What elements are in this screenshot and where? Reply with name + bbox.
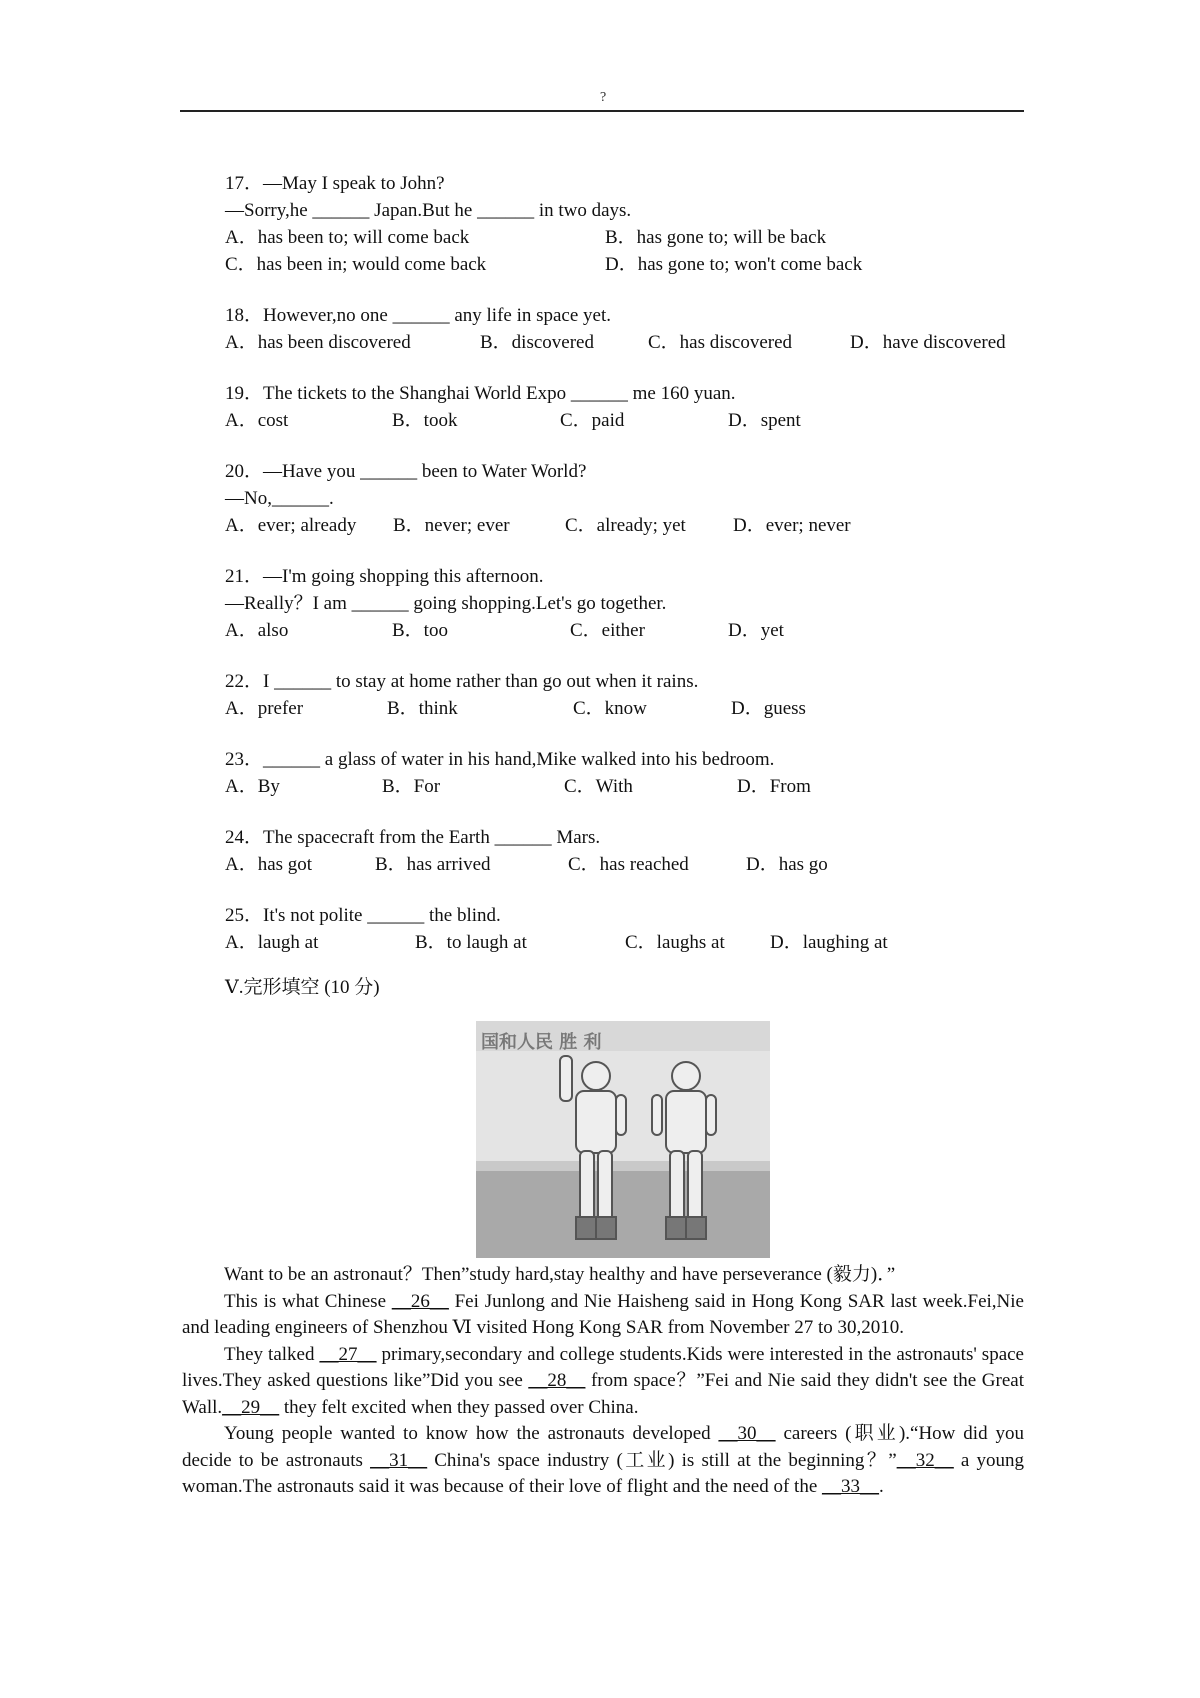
question-24 <box>225 824 1025 878</box>
question-19 <box>225 380 1025 434</box>
blank-31: __31__ <box>370 1449 428 1471</box>
option-d: D．From <box>737 776 811 797</box>
option-b: B．too <box>392 620 448 641</box>
option-a: A．By <box>225 776 280 797</box>
options-row <box>225 929 1025 956</box>
question-23 <box>225 746 1025 800</box>
question-stem: —Have you ______ been to Water World? <box>263 461 587 482</box>
blank-28: __28__ <box>528 1370 586 1391</box>
option-c: C．has been in; would come back <box>225 254 487 275</box>
option-b: B．For <box>382 776 441 797</box>
banner-sign-text: 国和人民 胜 利 <box>481 1032 602 1053</box>
option-c: C．paid <box>560 410 625 431</box>
blank-26: __26__ <box>391 1290 449 1312</box>
option-c: C．With <box>564 776 633 797</box>
passage-paragraph: Want to be an astronaut？Then”study hard,stay healthy and have perseverance (毅力)．” <box>224 1264 896 1285</box>
blank-33: __33__ <box>822 1476 879 1497</box>
option-d: D．have discovered <box>850 332 1006 353</box>
options-row <box>225 407 1025 434</box>
question-stem: —Really？I am ______ going shopping.Let's go together. <box>225 593 667 614</box>
option-d: D．yet <box>728 620 784 641</box>
option-a: A．ever; already <box>225 515 357 536</box>
option-b: B．discovered <box>480 332 594 353</box>
option-b: B．to laugh at <box>415 932 527 953</box>
blank-29: __29__ <box>222 1396 280 1418</box>
question-18 <box>225 302 1025 356</box>
header-mark: ? <box>600 90 607 105</box>
option-c: C．has discovered <box>648 332 793 353</box>
options-row <box>225 773 1025 800</box>
section-title: Ⅴ.完形填空 (10 分) <box>225 977 380 998</box>
question-22 <box>225 668 1025 722</box>
question-stem: —I'm going shopping this afternoon. <box>263 566 544 587</box>
option-d: D．has go <box>746 854 828 875</box>
question-stem: ______ a glass of water in his hand,Mike walked into his bedroom. <box>263 749 775 770</box>
options-row <box>225 851 1025 878</box>
question-20 <box>225 458 1025 539</box>
question-stem: —May I speak to John? <box>263 173 445 194</box>
question-25 <box>225 902 1025 956</box>
option-b: B．has gone to; will be back <box>605 227 827 248</box>
options-row <box>225 695 1025 722</box>
question-number: 20． <box>225 461 264 482</box>
option-d: D．spent <box>728 410 801 431</box>
astronauts-photo <box>476 1021 770 1258</box>
passage-paragraph: Young people wanted to know how the astronauts developed __30__ careers (职业).“How did you decide to be astronauts __31__ China's space industry (工业) is still at the beginning？”__32__ a young woman.The astronauts said it was because of their love of flight and the need of the __33__. <box>182 1423 1024 1497</box>
question-number: 23． <box>225 749 264 770</box>
question-number: 22． <box>225 671 264 692</box>
question-stem: —No,______. <box>225 488 334 509</box>
cloze-passage <box>182 1262 1024 1501</box>
option-d: D．guess <box>731 698 806 719</box>
option-a: A．has been discovered <box>225 332 411 353</box>
question-17 <box>225 170 1025 278</box>
options-row <box>225 251 1025 278</box>
question-number: 17． <box>225 173 264 194</box>
option-d: D．laughing at <box>770 932 888 953</box>
question-number: 24． <box>225 827 264 848</box>
options-row <box>225 512 1025 539</box>
question-number: 25． <box>225 905 264 926</box>
question-number: 21． <box>225 566 264 587</box>
question-number: 18． <box>225 305 264 326</box>
option-a: A．has been to; will come back <box>225 227 470 248</box>
blank-30: __30__ <box>718 1423 776 1444</box>
option-c: C．already; yet <box>565 515 686 536</box>
question-stem: The spacecraft from the Earth ______ Mars. <box>263 827 601 848</box>
question-21 <box>225 563 1025 644</box>
options-row <box>225 329 1025 356</box>
option-a: A．cost <box>225 410 289 431</box>
header-rule <box>180 110 1024 112</box>
question-stem: It's not polite ______ the blind. <box>263 905 501 926</box>
option-b: B．took <box>392 410 458 431</box>
options-row <box>225 224 1025 251</box>
option-c: C．has reached <box>568 854 689 875</box>
option-a: A．laugh at <box>225 932 319 953</box>
option-b: B．never; ever <box>393 515 510 536</box>
questions-area <box>225 170 1025 1011</box>
question-stem: I ______ to stay at home rather than go out when it rains. <box>263 671 699 692</box>
option-b: B．has arrived <box>375 854 491 875</box>
options-row <box>225 617 1025 644</box>
option-b: B．think <box>387 698 458 719</box>
blank-32: __32__ <box>896 1449 954 1471</box>
option-d: D．has gone to; won't come back <box>605 254 863 275</box>
option-d: D．ever; never <box>733 515 851 536</box>
question-stem: The tickets to the Shanghai World Expo ______ me 160 yuan. <box>263 383 736 404</box>
passage-paragraph: This is what Chinese __26__ Fei Junlong and Nie Haisheng said in Hong Kong SAR last week.Fei,Nie and leading engineers of Shenzhou Ⅵ visited Hong Kong SAR from November 27 to 30,2010. <box>182 1290 1024 1338</box>
question-number: 19． <box>225 383 264 404</box>
question-stem: However,no one ______ any life in space yet. <box>263 305 612 326</box>
option-a: A．also <box>225 620 289 641</box>
question-stem: —Sorry,he ______ Japan.But he ______ in two days. <box>225 200 632 221</box>
option-a: A．prefer <box>225 698 304 719</box>
option-c: C．know <box>573 698 647 719</box>
option-c: C．either <box>570 620 645 641</box>
blank-27: __27__ <box>319 1343 377 1365</box>
passage-paragraph: They talked __27__ primary,secondary and college students.Kids were interested in the astronauts' space lives.They asked questions like”Did you see __28__ from space？”Fei and Nie said they didn't see the Great Wall.__29__ they felt excited when they passed over China. <box>182 1343 1024 1418</box>
option-a: A．has got <box>225 854 313 875</box>
option-c: C．laughs at <box>625 932 725 953</box>
astronauts-illustration <box>476 1021 770 1258</box>
